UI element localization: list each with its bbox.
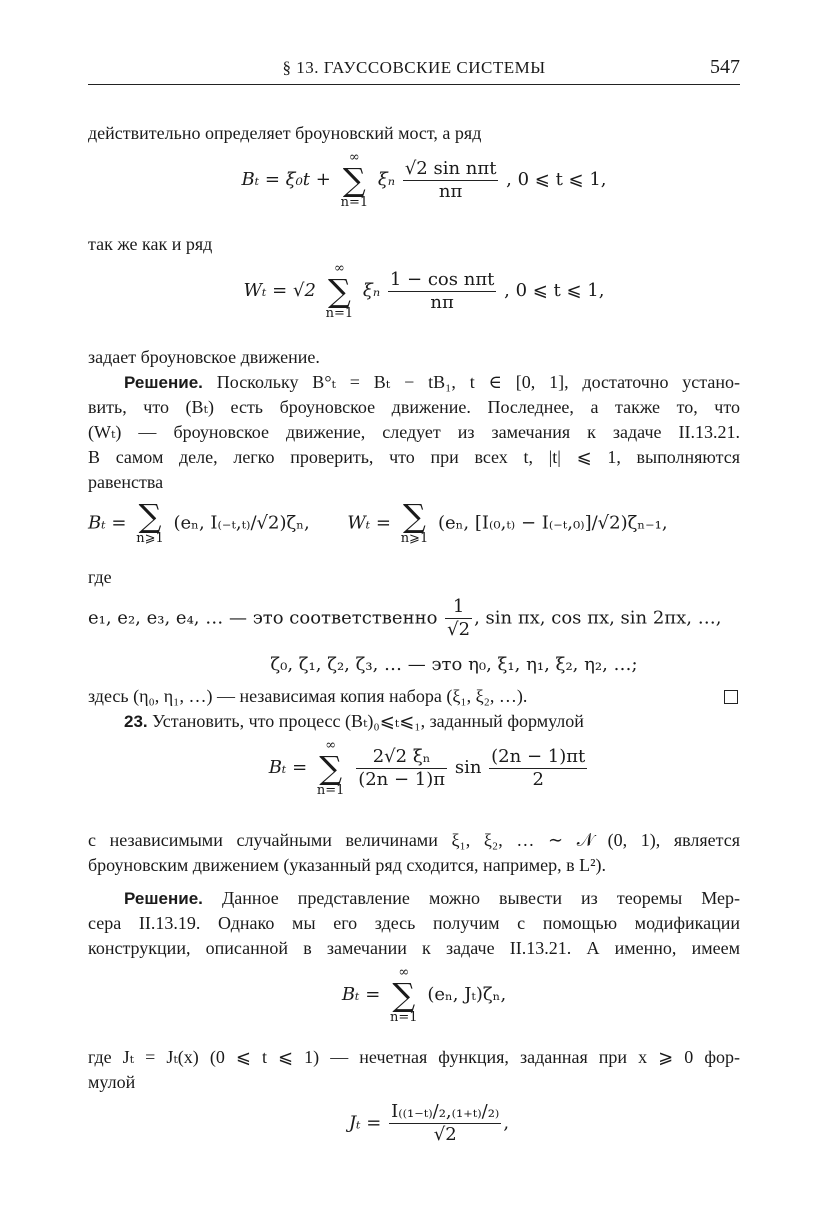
formula-term: (eₙ, Jₜ)ζₙ, [427,984,507,1005]
sum-upper: ∞ [348,150,360,165]
formula-brownian-bridge-series [88,146,740,232]
paragraph-line: броуновским движением (указанный ряд сходится, например, в L²). [88,855,606,875]
fraction-denominator: nπ [438,180,463,202]
fraction-numerator: 1 − cos nπt [389,268,495,290]
solution-text: Данное представление можно вывести из теоремы Мер- [221,888,740,908]
fraction-numerator: (2n − 1)πt [491,745,586,767]
formula-lhs: Bₜ = ξ₀t + [241,169,331,190]
sum-lower: n=1 [340,195,369,210]
paragraph-line: задает броуновское движение. [88,347,320,367]
basis-tail: , sin πx, cos πx, sin 2πx, …, [474,607,722,629]
fraction [489,746,587,791]
fraction-denominator: √2 [447,619,471,640]
formula-condition: , 0 ⩽ t ⩽ 1, [506,169,607,190]
fraction-denominator: √2 [433,1124,457,1145]
formula-term: (eₙ, I₍₋ₜ,ₜ₎/√2)ζₙ, [173,512,310,534]
paragraph-line: вить, что (Bₜ) есть броуновское движение. Последнее, а также то, что [88,397,740,417]
formula-condition: , 0 ⩽ t ⩽ 1, [504,280,605,301]
paragraph-line: мулой [88,1072,136,1092]
paragraph-line: где [88,567,112,587]
running-header [88,56,740,85]
fraction [388,269,497,314]
formula-term: (eₙ, [I₍₀,ₜ₎ − I₍₋ₜ,₀₎]/√2)ζₙ₋₁, [437,512,668,534]
solution-text: Поскольку B°ₜ = Bₜ − tB₁, t ∈ [0, 1], достаточно устано- [216,372,741,392]
sum-lower: n=1 [316,783,345,798]
sum-upper: ∞ [333,261,345,276]
formula-j-series [88,961,740,1045]
fraction-numerator: √2 sin nπt [404,157,497,179]
fraction [445,596,472,641]
formula-wiener-series [88,257,740,345]
paragraph-line: так же как и ряд [88,234,213,254]
paragraph-line: сера II.13.19. Однако мы его здесь получим с помощью модификации [88,913,740,933]
sum-symbol: ∞ ∑ n=1 [390,965,418,1025]
document-page [88,56,740,1161]
fraction [403,158,499,203]
fraction [389,1101,501,1146]
zeta-definition: ζ₀, ζ₁, ζ₂, ζ₃, … — это η₀, ξ₁, η₁, ξ₂, η₂, …; [270,654,638,675]
problem-statement [88,709,740,734]
formula-j-definition [88,1095,740,1161]
formula-term: ξₙ [362,280,381,301]
paragraph-line: равенства [88,472,164,492]
solution-label: Решение. [124,373,203,392]
basis-text: e₁, e₂, e₃, e₄, … — это соответственно [88,607,438,629]
fraction-numerator: I₍₍₁₋ₜ₎/₂,₍₁₊ₜ₎/₂₎ [391,1101,500,1122]
sum-upper: ∞ [398,965,410,980]
sum-symbol: ∞ ∑ n=1 [340,150,369,210]
paragraph-line [88,684,740,709]
fraction-numerator: 1 [445,596,472,619]
page-number: 547 [710,56,740,78]
fraction-denominator: (2n − 1)π [358,768,446,790]
paragraph-line: (Wₜ) — броуновское движение, следует из замечания к задаче II.13.21. [88,422,740,442]
formula-lhs: Wₜ = √2 [243,280,316,301]
problem-text: Установить, что процесс (Bₜ)₀⩽ₜ⩽₁, заданный формулой [152,711,584,731]
paragraph-line: где Jₜ = Jₜ(x) (0 ⩽ t ⩽ 1) — нечетная функция, заданная при x ⩾ 0 фор- [88,1047,740,1067]
sum-symbol: ∞ ∑ n=1 [316,738,345,798]
formula-function: sin [454,757,482,778]
solution-line [88,886,740,911]
fraction-denominator: nπ [430,291,454,313]
independent-copy-text: здесь (η₀, η₁, …) — независимая копия набора (ξ₁, ξ₂, …). [88,686,528,706]
sum-upper: ∞ [325,738,337,753]
formula-term: ξₙ [377,169,396,190]
basis-definition [88,596,740,646]
formula-lhs: Jₜ = [348,1112,382,1134]
formula-equalities [88,495,740,565]
fraction-denominator: 2 [532,768,544,790]
formula-lhs: Bₜ = [88,512,127,534]
formula-sine-series [88,734,740,828]
sum-symbol: ∑ n⩾1 [136,497,164,546]
sum-lower: n⩾1 [136,531,164,546]
sum-lower: n=1 [390,1010,418,1025]
paragraph-line: В самом деле, легко проверить, что при всех t, |t| ⩽ 1, выполняются [88,447,740,467]
paragraph-line: конструкции, описанной в замечании к задаче II.13.21. А именно, имеем [88,938,740,958]
formula-lhs: Wₜ = [347,512,391,534]
formula-tail: , [503,1112,510,1134]
fraction-numerator: 2√2 ξₙ [356,746,447,769]
sum-lower: n=1 [325,306,354,321]
sum-lower: n⩾1 [400,531,429,546]
sum-symbol: ∞ ∑ n=1 [325,261,354,321]
problem-number: 23. [124,712,148,731]
paragraph-line: с независимыми случайными величинами ξ₁, ξ₂, … ∼ 𝒩 (0, 1), является [88,830,740,850]
fraction [356,746,447,791]
formula-lhs: Bₜ = [268,757,308,778]
section-title: § 13. ГАУССОВСКИЕ СИСТЕМЫ [282,58,546,77]
paragraph-line: действительно определяет броуновский мост, а ряд [88,123,482,143]
qed-square-icon [724,690,738,704]
solution-line [88,370,740,395]
solution-label: Решение. [124,889,203,908]
formula-lhs: Bₜ = [341,984,381,1005]
sum-symbol: ∑ n⩾1 [400,497,429,546]
